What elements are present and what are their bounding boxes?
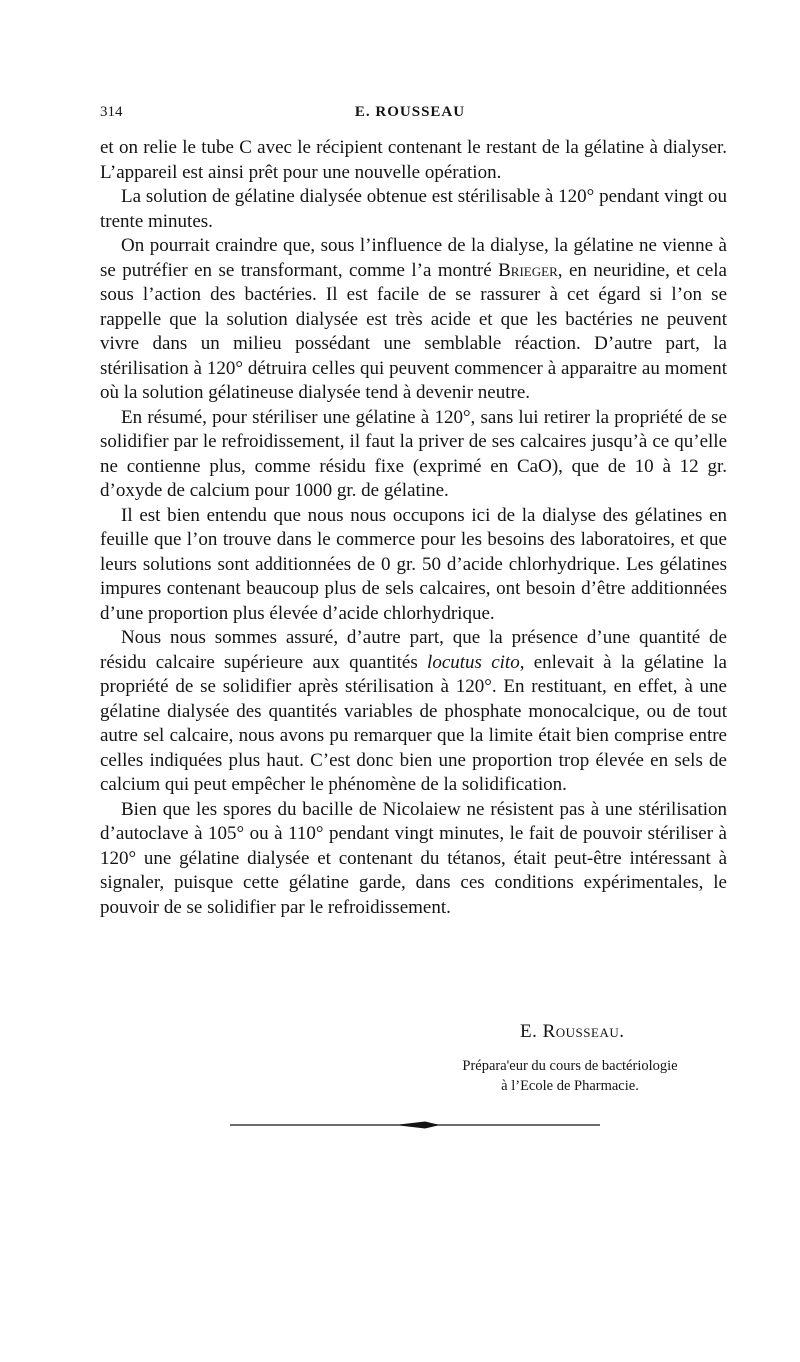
article-body (100, 136, 727, 920)
paragraph-6 (100, 626, 727, 798)
paragraph-6-text-b: , enlevait à la gélatine la propriété de se solidifier après stérilisation à 120°. En restituant, en effet, à une gélatine dialysée des quantités variables de phosphate monocalcique, ou de tout autre sel calcaire, nous avons pu remarquer que la limite était bien comprise entre celles indiquées plus haut. C’est donc bien une proportion trop élevée en sels de calcium qui peut empêcher le phénomène de la solidification. (100, 651, 727, 795)
author-name-brieger: Brieger (498, 259, 558, 281)
signature-initial: E. (520, 1021, 543, 1042)
paragraph-7: Bien que les spores du bacille de Nicolaiew ne résistent pas à une stérilisation d’autoclave à 105° ou à 110° pendant vingt minutes, le fait de pouvoir stériliser à 120° une gélatine dialysée et contenant du tétanos, était peut-être intéressant à signaler, puisque cette gélatine garde, dans ces conditions expérimentales, le pouvoir de se solidifier par le refroidissement. (100, 798, 727, 918)
affiliation-line-2: à l’Ecole de Pharmacie. (501, 1078, 639, 1094)
author-signature (520, 1021, 625, 1043)
paragraph-3-text-b: , en neuridine, et cela sous l’action des bactéries. Il est facile de se rassurer à cet égard si l’on se rappelle que la solution dialysée est très acide et que les bactéries ne peuvent vivre dans un milieu possédant une semblable réaction. D’autre part, la stérilisation à 120° détruira celles qui peuvent commencer à apparaitre au moment où la solution gélatineuse dialysée tend à devenir neutre. (100, 259, 727, 403)
running-head: E. ROUSSEAU (354, 104, 466, 120)
paragraph-2: La solution de gélatine dialysée obtenue est stérilisable à 120° pendant vingt ou trente minutes. (100, 186, 727, 232)
end-ornament-rule (230, 1118, 600, 1132)
paragraph-1: et on relie le tube C avec le récipient contenant le restant de la gélatine à dialyser. L’appareil est ainsi prêt pour une nouvelle opération. (100, 137, 727, 183)
author-affiliation (400, 1056, 740, 1096)
paragraph-6-text-a: Nous nous sommes assuré, d’autre part, que la présence d’une quantité de résidu calcaire supérieure aux quantités (100, 627, 727, 673)
paragraph-3-text-a: On pourrait craindre que, sous l’influence de la dialyse, la gélatine ne vienne à se putréfier en se transformant, comme l’a montré (100, 235, 727, 281)
affiliation-line-1: Prépara'eur du cours de bactériologie (462, 1058, 678, 1074)
paragraph-4: En résumé, pour stériliser une gélatine à 120°, sans lui retirer la propriété de se solidifier par le refroidissement, il faut la priver de ses calcaires jusqu’à ce qu’elle ne contienne plus, comme résidu fixe (exprimé en CaO), que de 10 à 12 gr. d’oxyde de calcium pour 1000 gr. de gélatine. (100, 406, 727, 501)
signature-name: Rousseau. (542, 1021, 625, 1042)
paragraph-5: Il est bien entendu que nous nous occupons ici de la dialyse des gélatines en feuille que l’on trouve dans le commerce pour les besoins des laboratoires, et que leurs solutions sont additionnées de 0 gr. 50 d’acide chlorhydrique. Les gélatines impures contenant beaucoup plus de sels calcaires, ont besoin d’être additionnées d’une proportion plus élevée d’acide chlorhydrique. (100, 504, 727, 624)
page-number: 314 (100, 104, 123, 120)
paragraph-3 (100, 234, 727, 406)
italic-phrase: locutus cito (427, 651, 520, 673)
page-header (100, 104, 720, 128)
